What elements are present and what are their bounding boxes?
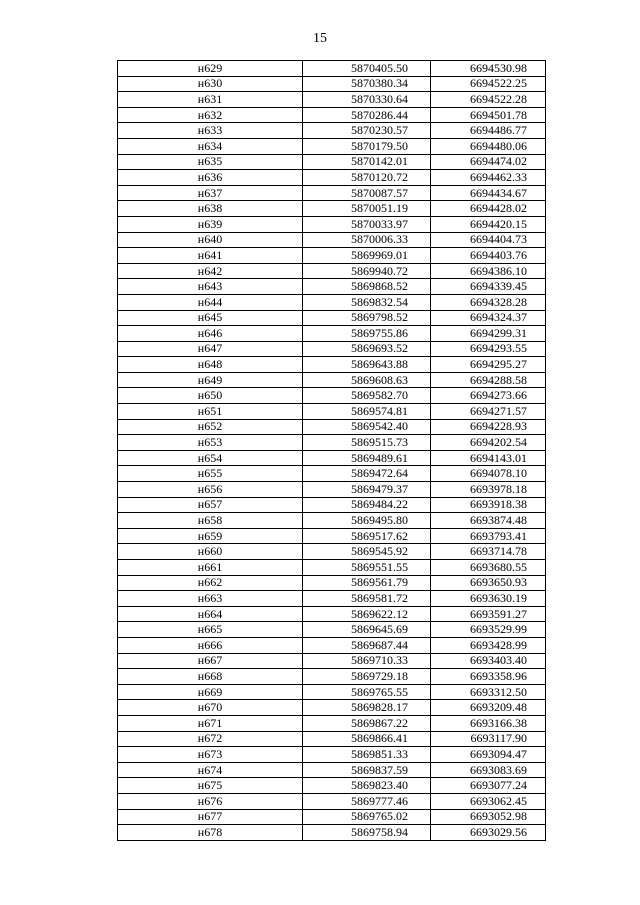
point-id-cell: н668: [118, 669, 303, 685]
table-row: [118, 669, 546, 685]
point-id-cell: н631: [118, 92, 303, 108]
table-row: [118, 232, 546, 248]
point-id-cell: н666: [118, 637, 303, 653]
point-id-cell: н640: [118, 232, 303, 248]
y-coordinate-cell: 6694202.54: [431, 435, 546, 451]
point-id-cell: н641: [118, 248, 303, 264]
table-row: [118, 419, 546, 435]
x-coordinate-cell: 5869472.64: [303, 466, 431, 482]
x-coordinate-cell: 5869758.94: [303, 825, 431, 841]
y-coordinate-cell: 6694324.37: [431, 310, 546, 326]
y-coordinate-cell: 6694293.55: [431, 341, 546, 357]
y-coordinate-cell: 6693052.98: [431, 809, 546, 825]
y-coordinate-cell: 6694228.93: [431, 419, 546, 435]
x-coordinate-cell: 5869645.69: [303, 622, 431, 638]
y-coordinate-cell: 6693166.38: [431, 715, 546, 731]
point-id-cell: н644: [118, 294, 303, 310]
y-coordinate-cell: 6693918.38: [431, 497, 546, 513]
table-row: [118, 216, 546, 232]
y-coordinate-cell: 6693403.40: [431, 653, 546, 669]
table-row: [118, 762, 546, 778]
table-row: [118, 279, 546, 295]
table-row: [118, 606, 546, 622]
y-coordinate-cell: 6694480.06: [431, 138, 546, 154]
y-coordinate-cell: 6694462.33: [431, 170, 546, 186]
table-row: [118, 684, 546, 700]
point-id-cell: н665: [118, 622, 303, 638]
point-id-cell: н660: [118, 544, 303, 560]
x-coordinate-cell: 5869765.02: [303, 809, 431, 825]
table-row: [118, 715, 546, 731]
x-coordinate-cell: 5870087.57: [303, 185, 431, 201]
x-coordinate-cell: 5869582.70: [303, 388, 431, 404]
y-coordinate-cell: 6693874.48: [431, 513, 546, 529]
table-row: [118, 341, 546, 357]
point-id-cell: н633: [118, 123, 303, 139]
point-id-cell: н635: [118, 154, 303, 170]
table-row: [118, 92, 546, 108]
y-coordinate-cell: 6693529.99: [431, 622, 546, 638]
y-coordinate-cell: 6693680.55: [431, 560, 546, 576]
page-number: 15: [313, 31, 327, 46]
point-id-cell: н663: [118, 591, 303, 607]
x-coordinate-cell: 5869515.73: [303, 435, 431, 451]
x-coordinate-cell: 5869755.86: [303, 326, 431, 342]
point-id-cell: н642: [118, 263, 303, 279]
x-coordinate-cell: 5869489.61: [303, 450, 431, 466]
x-coordinate-cell: 5869940.72: [303, 263, 431, 279]
table-row: [118, 560, 546, 576]
x-coordinate-cell: 5870006.33: [303, 232, 431, 248]
y-coordinate-cell: 6693117.90: [431, 731, 546, 747]
x-coordinate-cell: 5870230.57: [303, 123, 431, 139]
table-row: [118, 731, 546, 747]
y-coordinate-cell: 6694530.98: [431, 61, 546, 77]
table-row: [118, 513, 546, 529]
x-coordinate-cell: 5869687.44: [303, 637, 431, 653]
point-id-cell: н675: [118, 778, 303, 794]
table-row: [118, 700, 546, 716]
y-coordinate-cell: 6694143.01: [431, 450, 546, 466]
table-row: [118, 61, 546, 77]
point-id-cell: н648: [118, 357, 303, 373]
y-coordinate-cell: 6693978.18: [431, 482, 546, 498]
x-coordinate-cell: 5869832.54: [303, 294, 431, 310]
table-row: [118, 575, 546, 591]
point-id-cell: н657: [118, 497, 303, 513]
point-id-cell: н673: [118, 747, 303, 763]
table-row: [118, 294, 546, 310]
table-row: [118, 435, 546, 451]
table-row: [118, 528, 546, 544]
y-coordinate-cell: 6693209.48: [431, 700, 546, 716]
coordinates-table: [117, 60, 546, 841]
table-row: [118, 154, 546, 170]
y-coordinate-cell: 6693312.50: [431, 684, 546, 700]
y-coordinate-cell: 6694420.15: [431, 216, 546, 232]
y-coordinate-cell: 6694328.28: [431, 294, 546, 310]
x-coordinate-cell: 5870120.72: [303, 170, 431, 186]
x-coordinate-cell: 5870051.19: [303, 201, 431, 217]
y-coordinate-cell: 6693094.47: [431, 747, 546, 763]
y-coordinate-cell: 6694295.27: [431, 357, 546, 373]
x-coordinate-cell: 5870330.64: [303, 92, 431, 108]
table-row: [118, 170, 546, 186]
x-coordinate-cell: 5869867.22: [303, 715, 431, 731]
y-coordinate-cell: 6694522.28: [431, 92, 546, 108]
y-coordinate-cell: 6694403.76: [431, 248, 546, 264]
point-id-cell: н639: [118, 216, 303, 232]
y-coordinate-cell: 6694271.57: [431, 404, 546, 420]
y-coordinate-cell: 6694522.25: [431, 76, 546, 92]
point-id-cell: н659: [118, 528, 303, 544]
x-coordinate-cell: 5869561.79: [303, 575, 431, 591]
table-row: [118, 591, 546, 607]
point-id-cell: н651: [118, 404, 303, 420]
point-id-cell: н653: [118, 435, 303, 451]
x-coordinate-cell: 5869710.33: [303, 653, 431, 669]
y-coordinate-cell: 6693591.27: [431, 606, 546, 622]
table-row: [118, 778, 546, 794]
x-coordinate-cell: 5870142.01: [303, 154, 431, 170]
table-row: [118, 544, 546, 560]
table-row: [118, 450, 546, 466]
point-id-cell: н669: [118, 684, 303, 700]
x-coordinate-cell: 5869765.55: [303, 684, 431, 700]
table-row: [118, 653, 546, 669]
point-id-cell: н674: [118, 762, 303, 778]
y-coordinate-cell: 6694474.02: [431, 154, 546, 170]
table-row: [118, 404, 546, 420]
y-coordinate-cell: 6694288.58: [431, 372, 546, 388]
point-id-cell: н670: [118, 700, 303, 716]
x-coordinate-cell: 5869574.81: [303, 404, 431, 420]
x-coordinate-cell: 5869551.55: [303, 560, 431, 576]
table-row: [118, 825, 546, 841]
table-row: [118, 248, 546, 264]
point-id-cell: н677: [118, 809, 303, 825]
x-coordinate-cell: 5870179.50: [303, 138, 431, 154]
point-id-cell: н678: [118, 825, 303, 841]
point-id-cell: н650: [118, 388, 303, 404]
y-coordinate-cell: 6694404.73: [431, 232, 546, 248]
point-id-cell: н661: [118, 560, 303, 576]
x-coordinate-cell: 5869517.62: [303, 528, 431, 544]
y-coordinate-cell: 6694501.78: [431, 107, 546, 123]
x-coordinate-cell: 5869798.52: [303, 310, 431, 326]
table-row: [118, 357, 546, 373]
table-row: [118, 123, 546, 139]
table-row: [118, 497, 546, 513]
x-coordinate-cell: 5869837.59: [303, 762, 431, 778]
point-id-cell: н672: [118, 731, 303, 747]
table-row: [118, 637, 546, 653]
point-id-cell: н630: [118, 76, 303, 92]
table-row: [118, 388, 546, 404]
x-coordinate-cell: 5869868.52: [303, 279, 431, 295]
y-coordinate-cell: 6694434.67: [431, 185, 546, 201]
point-id-cell: н629: [118, 61, 303, 77]
y-coordinate-cell: 6693793.41: [431, 528, 546, 544]
point-id-cell: н656: [118, 482, 303, 498]
point-id-cell: н643: [118, 279, 303, 295]
x-coordinate-cell: 5870286.44: [303, 107, 431, 123]
y-coordinate-cell: 6694078.10: [431, 466, 546, 482]
point-id-cell: н664: [118, 606, 303, 622]
table-row: [118, 76, 546, 92]
y-coordinate-cell: 6693358.96: [431, 669, 546, 685]
x-coordinate-cell: 5869622.12: [303, 606, 431, 622]
point-id-cell: н654: [118, 450, 303, 466]
x-coordinate-cell: 5870033.97: [303, 216, 431, 232]
point-id-cell: н655: [118, 466, 303, 482]
table-row: [118, 310, 546, 326]
table-row: [118, 263, 546, 279]
point-id-cell: н658: [118, 513, 303, 529]
point-id-cell: н645: [118, 310, 303, 326]
table-row: [118, 466, 546, 482]
y-coordinate-cell: 6694339.45: [431, 279, 546, 295]
y-coordinate-cell: 6693630.19: [431, 591, 546, 607]
point-id-cell: н638: [118, 201, 303, 217]
table-row: [118, 326, 546, 342]
x-coordinate-cell: 5869866.41: [303, 731, 431, 747]
table-row: [118, 793, 546, 809]
y-coordinate-cell: 6693650.93: [431, 575, 546, 591]
point-id-cell: н647: [118, 341, 303, 357]
x-coordinate-cell: 5869823.40: [303, 778, 431, 794]
table-row: [118, 809, 546, 825]
table-row: [118, 138, 546, 154]
y-coordinate-cell: 6694273.66: [431, 388, 546, 404]
table-row: [118, 482, 546, 498]
coordinates-table-body: [118, 61, 546, 841]
x-coordinate-cell: 5869828.17: [303, 700, 431, 716]
y-coordinate-cell: 6693083.69: [431, 762, 546, 778]
y-coordinate-cell: 6693428.99: [431, 637, 546, 653]
y-coordinate-cell: 6694428.02: [431, 201, 546, 217]
x-coordinate-cell: 5869545.92: [303, 544, 431, 560]
table-row: [118, 372, 546, 388]
x-coordinate-cell: 5869777.46: [303, 793, 431, 809]
point-id-cell: н637: [118, 185, 303, 201]
x-coordinate-cell: 5869643.88: [303, 357, 431, 373]
x-coordinate-cell: 5869479.37: [303, 482, 431, 498]
table-row: [118, 107, 546, 123]
table-row: [118, 747, 546, 763]
x-coordinate-cell: 5870380.34: [303, 76, 431, 92]
point-id-cell: н671: [118, 715, 303, 731]
table-row: [118, 622, 546, 638]
x-coordinate-cell: 5869484.22: [303, 497, 431, 513]
x-coordinate-cell: 5869542.40: [303, 419, 431, 435]
point-id-cell: н634: [118, 138, 303, 154]
point-id-cell: н662: [118, 575, 303, 591]
point-id-cell: н636: [118, 170, 303, 186]
point-id-cell: н667: [118, 653, 303, 669]
y-coordinate-cell: 6694486.77: [431, 123, 546, 139]
y-coordinate-cell: 6693077.24: [431, 778, 546, 794]
x-coordinate-cell: 5869851.33: [303, 747, 431, 763]
x-coordinate-cell: 5869969.01: [303, 248, 431, 264]
point-id-cell: н646: [118, 326, 303, 342]
table-row: [118, 201, 546, 217]
x-coordinate-cell: 5869581.72: [303, 591, 431, 607]
y-coordinate-cell: 6693062.45: [431, 793, 546, 809]
x-coordinate-cell: 5870405.50: [303, 61, 431, 77]
y-coordinate-cell: 6693714.78: [431, 544, 546, 560]
y-coordinate-cell: 6693029.56: [431, 825, 546, 841]
y-coordinate-cell: 6694299.31: [431, 326, 546, 342]
point-id-cell: н649: [118, 372, 303, 388]
x-coordinate-cell: 5869729.18: [303, 669, 431, 685]
point-id-cell: н652: [118, 419, 303, 435]
y-coordinate-cell: 6694386.10: [431, 263, 546, 279]
point-id-cell: н632: [118, 107, 303, 123]
x-coordinate-cell: 5869693.52: [303, 341, 431, 357]
x-coordinate-cell: 5869608.63: [303, 372, 431, 388]
x-coordinate-cell: 5869495.80: [303, 513, 431, 529]
point-id-cell: н676: [118, 793, 303, 809]
table-row: [118, 185, 546, 201]
